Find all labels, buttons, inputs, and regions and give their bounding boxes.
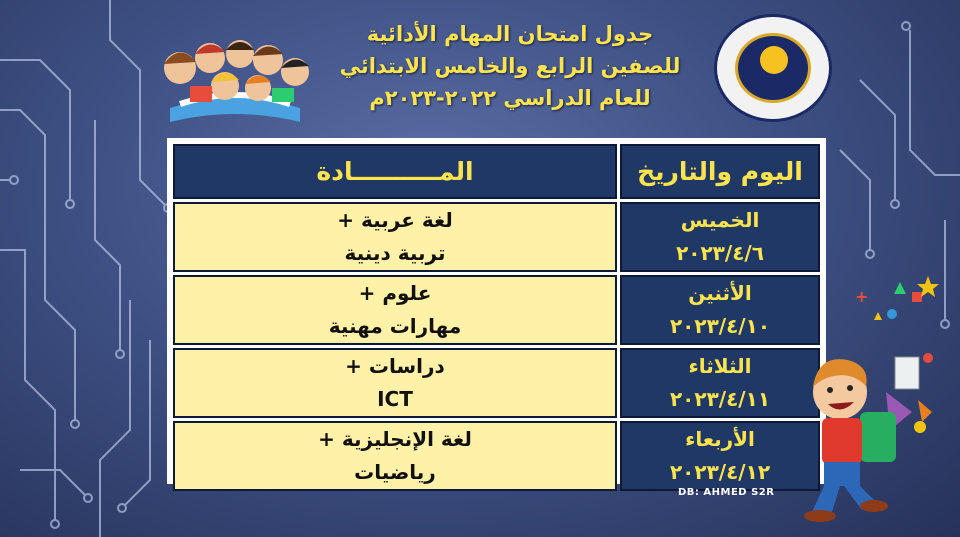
table-row — [173, 348, 820, 418]
exam-date: ٢٠٢٣/٤/١٠ — [669, 314, 771, 338]
subject-cell — [173, 421, 617, 491]
subject-line-2: رياضيات — [354, 460, 436, 484]
subject-line-2: مهارات مهنية — [328, 314, 462, 338]
title-line-1: جدول امتحان المهام الأدائية — [366, 22, 654, 46]
logo-sun-icon — [760, 46, 788, 74]
subject-cell — [173, 275, 617, 345]
header-subject: المــــــــــادة — [173, 144, 617, 199]
school-logo — [714, 14, 832, 122]
subject-line-1: لغة الإنجليزية + — [318, 427, 472, 451]
subject-line-1: دراسات + — [345, 354, 445, 378]
table-row — [173, 421, 820, 491]
day-name: الأثنين — [688, 281, 752, 305]
day-name: الثلاثاء — [688, 354, 752, 378]
day-date-cell — [620, 275, 820, 345]
page-title — [320, 18, 700, 114]
subject-line-1: علوم + — [358, 281, 432, 305]
table-row — [173, 202, 820, 272]
subject-cell — [173, 202, 617, 272]
subject-line-2: ICT — [377, 387, 413, 411]
table-header-row — [173, 144, 820, 199]
exam-date: ٢٠٢٣/٤/١٢ — [669, 460, 771, 484]
day-name: الخميس — [680, 208, 760, 232]
day-date-cell — [620, 348, 820, 418]
subject-line-1: لغة عربية + — [337, 208, 453, 232]
boy-with-backpack-illustration — [800, 262, 955, 524]
subject-line-2: تربية دينية — [344, 241, 446, 265]
kids-reading-illustration — [150, 28, 320, 124]
day-date-cell — [620, 421, 820, 491]
exam-schedule-table — [167, 138, 826, 484]
exam-date: ٢٠٢٣/٤/٦ — [676, 241, 764, 265]
header-day-date: اليوم والتاريخ — [620, 144, 820, 199]
designer-credit: DB: AHMED S2R — [678, 487, 775, 498]
day-name: الأربعاء — [685, 427, 755, 451]
svg-text:+: + — [855, 287, 869, 306]
title-line-3: للعام الدراسي ٢٠٢٢-٢٠٢٣م — [369, 86, 651, 110]
subject-cell — [173, 348, 617, 418]
title-line-2: للصفين الرابع والخامس الابتدائي — [339, 54, 681, 78]
table-row — [173, 275, 820, 345]
exam-date: ٢٠٢٣/٤/١١ — [669, 387, 771, 411]
logo-emblem — [735, 33, 811, 103]
day-date-cell — [620, 202, 820, 272]
